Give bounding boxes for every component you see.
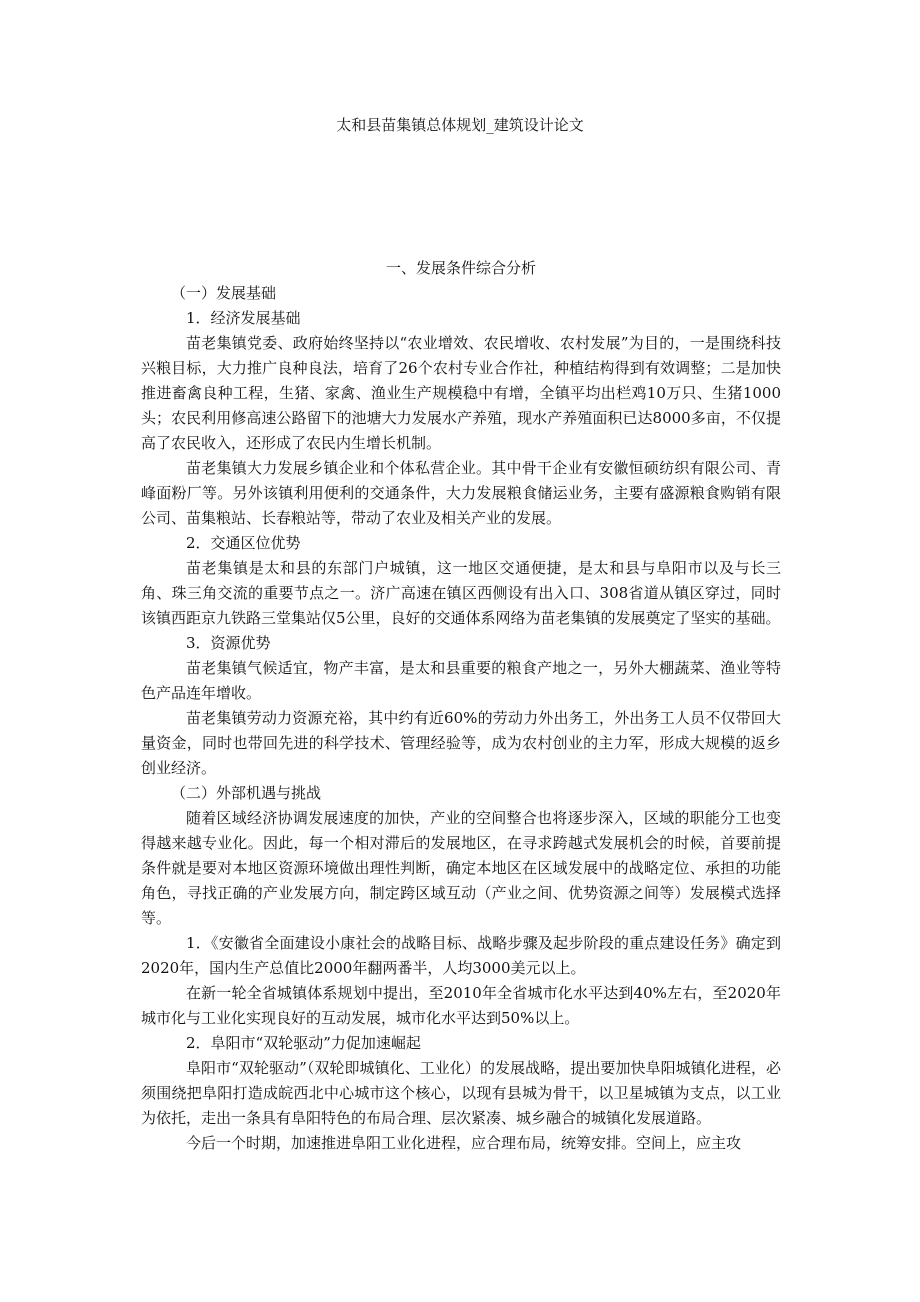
document-title: 太和县苗集镇总体规划_建筑设计论文: [336, 116, 584, 134]
paragraph: 苗老集镇劳动力资源充裕，其中约有近60%的劳动力外出务工，外出务工人员不仅带回大量资金，同时也带回先进的科学技术、管理经验等，成为农村创业的主力军，形成大规模的返乡创业经济。: [141, 709, 781, 777]
paragraph: 随着区域经济协调发展速度的加快，产业的空间整合也将逐步深入，区域的职能分工也变得越来越专业化。因此，每一个相对滞后的发展地区，在寻求跨越式发展机会的时候，首要前提条件就是要对本地区资源环境做出理性判断，确定本地区在区域发展中的战略定位、承担的功能角色，寻找正确的产业发展方向，制定跨区域互动（产业之间、优势资源之间等）发展模式选择等。: [141, 809, 781, 927]
paragraph: 苗老集镇党委、政府始终坚持以“农业增效、农民增收、农村发展”为目的，一是围绕科技兴粮目标，大力推广良种良法，培育了26个农村专业合作社，种植结构得到有效调整；二是加快推进畜禽良种工程，生猪、家禽、渔业生产规模稳中有增，全镇平均出栏鸡10万只、生猪1000头；农民利用修高速公路留下的池塘大力发展水产养殖，现水产养殖面积已达8000多亩，不仅提高了农民收入，还形成了农民内生增长机制。: [141, 334, 781, 452]
subsection-heading: （一）发展基础: [171, 284, 277, 302]
paragraph: 阜阳市“双轮驱动”（双轮即城镇化、工业化）的发展战略，提出要加快阜阳城镇化进程，必须围绕把阜阳打造成皖西北中心城市这个核心，以现有县城为骨干，以卫星城镇为支点，以工业为依托，走出一条具有阜阳特色的布局合理、层次紧凑、城乡融合的城镇化发展道路。: [141, 1059, 781, 1127]
paragraph: 苗老集镇气候适宜，物产丰富，是太和县重要的粮食产地之一，另外大棚蔬菜、渔业等特色产品连年增收。: [141, 659, 781, 702]
paragraph: 今后一个时期，加速推进阜阳工业化进程，应合理布局，统筹安排。空间上，应主攻: [186, 1134, 742, 1152]
document-body: [141, 256, 781, 1156]
item-heading: 2．阜阳市“双轮驱动”力促加速崛起: [186, 1034, 421, 1052]
paragraph: 苗老集镇大力发展乡镇企业和个体私营企业。其中骨干企业有安徽恒硕纺织有限公司、青峰面粉厂等。另外该镇利用便利的交通条件，大力发展粮食储运业务，主要有盛源粮食购销有限公司、苗集粮站、长春粮站等，带动了农业及相关产业的发展。: [141, 459, 781, 527]
item-heading: 3．资源优势: [186, 634, 271, 652]
paragraph: 在新一轮全省城镇体系规划中提出，至2010年全省城市化水平达到40%左右，至2020年城市化与工业化实现良好的互动发展，城市化水平达到50%以上。: [141, 984, 781, 1027]
section-heading: 一、发展条件综合分析: [385, 259, 536, 277]
item-heading: 1．经济发展基础: [186, 309, 301, 327]
paragraph: 1．《安徽省全面建设小康社会的战略目标、战略步骤及起步阶段的重点建设任务》确定到2020年，国内生产总值比2000年翻两番半，人均3000美元以上。: [141, 934, 781, 977]
subsection-heading: （二）外部机遇与挑战: [171, 784, 322, 802]
item-heading: 2．交通区位优势: [186, 534, 301, 552]
paragraph: 苗老集镇是太和县的东部门户城镇，这一地区交通便捷，是太和县与阜阳市以及与长三角、珠三角交流的重要节点之一。济广高速在镇区西侧设有出入口、308省道从镇区穿过，同时该镇西距京九铁路三堂集站仅5公里，良好的交通体系网络为苗老集镇的发展奠定了坚实的基础。: [141, 559, 781, 627]
